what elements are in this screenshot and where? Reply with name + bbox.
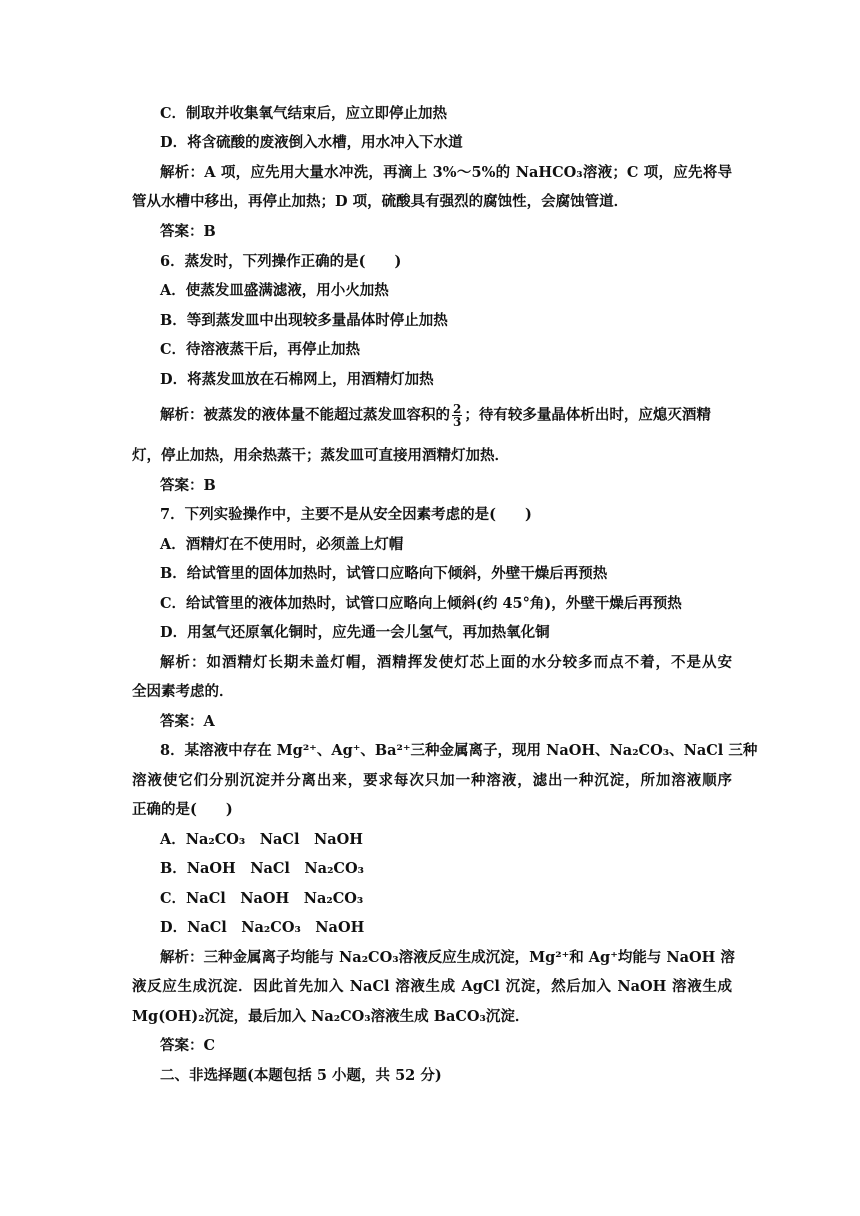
analysis-q6-text-b: ；待有较多量晶体析出时，应熄灭酒精: [464, 406, 711, 424]
analysis-q7-line1: 解析：如酒精灯长期未盖灯帽，酒精挥发使灯芯上面的水分较多而点不着，不是从安: [160, 654, 732, 671]
question-7: 7．下列实验操作中，主要不是从安全因素考虑的是( ): [160, 506, 532, 523]
question-6: 6．蒸发时，下列操作正确的是( ): [160, 253, 402, 270]
option-c-q7: C．给试管里的液体加热时，试管口应略向上倾斜(约 45°角)，外壁干燥后再预热: [160, 595, 682, 612]
analysis-q8-line1: 解析：三种金属离子均能与 Na₂CO₃溶液反应生成沉淀，Mg²⁺和 Ag⁺均能与 NaOH 溶: [160, 949, 735, 966]
analysis-q7-line2: 全因素考虑的．: [132, 683, 234, 700]
option-b-q7: B．给试管里的固体加热时，试管口应略向下倾斜，外壁干燥后再预热: [160, 565, 608, 582]
answer-q6: 答案：B: [160, 477, 216, 494]
analysis-q6-line2: 灯，停止加热，用余热蒸干；蒸发皿可直接用酒精灯加热．: [132, 447, 509, 464]
option-b-q8: B．NaOH NaCl Na₂CO₃: [160, 860, 364, 877]
question-8-line3: 正确的是( ): [132, 801, 233, 818]
answer-q8: 答案：C: [160, 1037, 216, 1054]
option-d-q6: D．将蒸发皿放在石棉网上，用酒精灯加热: [160, 371, 434, 388]
option-d-q8: D．NaCl Na₂CO₃ NaOH: [160, 919, 365, 936]
option-a-q8: A．Na₂CO₃ NaCl NaOH: [160, 831, 363, 848]
option-a-q7: A．酒精灯在不使用时，必须盖上灯帽: [160, 536, 404, 553]
option-c-q6: C．待溶液蒸干后，再停止加热: [160, 341, 361, 358]
option-a-q6: A．使蒸发皿盛满滤液，用小火加热: [160, 282, 389, 299]
analysis-q8-line3: Mg(OH)₂沉淀，最后加入 Na₂CO₃溶液生成 BaCO₃沉淀．: [132, 1008, 530, 1025]
option-d-q5: D．将含硫酸的废液倒入水槽，用水冲入下水道: [160, 134, 463, 151]
fraction-two-thirds: [452, 403, 462, 428]
analysis-q6-text-a: 解析：被蒸发的液体量不能超过蒸发皿容积的: [160, 406, 450, 424]
answer-q7: 答案：A: [160, 713, 215, 730]
option-d-q7: D．用氢气还原氧化铜时，应先通一会儿氢气，再加热氧化铜: [160, 624, 550, 641]
analysis-q5-line2: 管从水槽中移出，再停止加热；D 项，硫酸具有强烈的腐蚀性，会腐蚀管道．: [132, 193, 629, 210]
section-heading-nonchoice: 二、非选择题(本题包括 5 小题，共 52 分): [160, 1067, 442, 1084]
answer-q5: 答案：B: [160, 223, 216, 240]
question-8-line2: 溶液使它们分别沉淀并分离出来，要求每次只加一种溶液，滤出一种沉淀，所加溶液顺序: [132, 772, 732, 789]
fraction-denominator: 3: [453, 415, 462, 429]
fraction-numerator: 2: [453, 402, 462, 416]
option-c-q8: C．NaCl NaOH Na₂CO₃: [160, 890, 364, 907]
analysis-q6-line1: [160, 403, 732, 428]
analysis-q8-line2: 液反应生成沉淀．因此首先加入 NaCl 溶液生成 AgCl 沉淀，然后加入 NaOH 溶液生成: [132, 978, 732, 995]
analysis-q5-line1: 解析：A 项，应先用大量水冲洗，再滴上 3%～5%的 NaHCO₃溶液；C 项，应先将导: [160, 164, 732, 181]
question-8-line1: 8．某溶液中存在 Mg²⁺、Ag⁺、Ba²⁺三种金属离子，现用 NaOH、Na₂CO₃、NaCl 三种: [160, 742, 758, 759]
option-b-q6: B．等到蒸发皿中出现较多量晶体时停止加热: [160, 312, 448, 329]
option-c-q5: C．制取并收集氧气结束后，应立即停止加热: [160, 105, 448, 122]
